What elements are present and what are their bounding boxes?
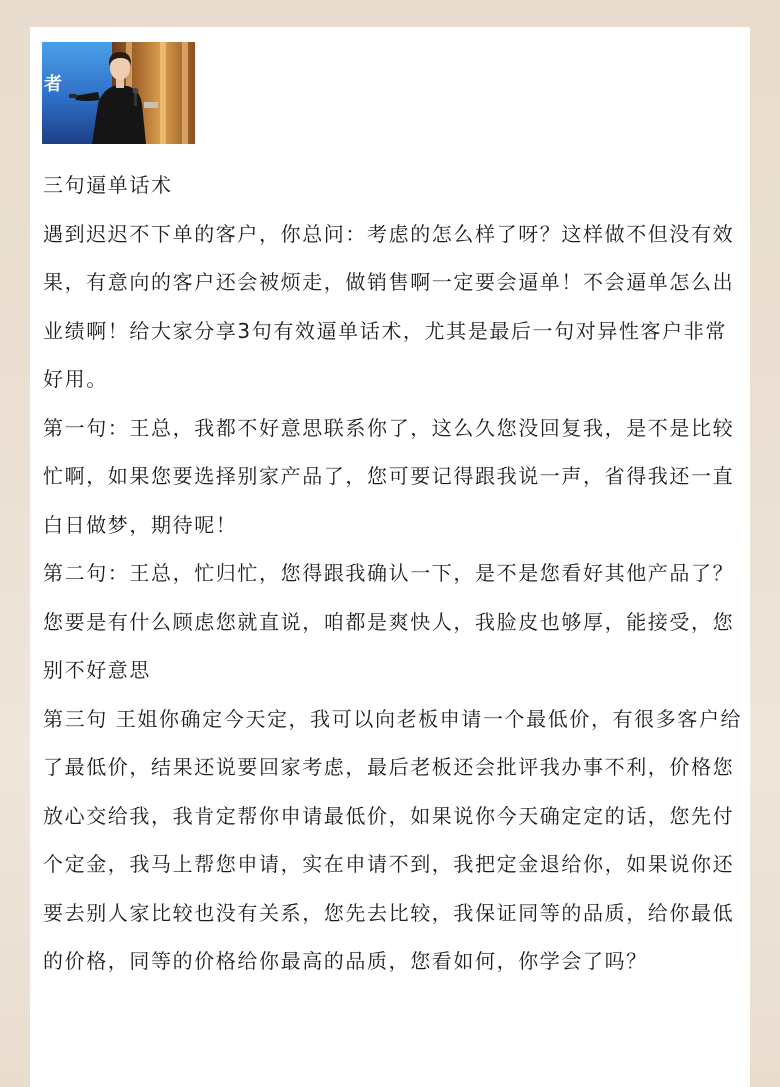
speaker-figure (42, 42, 195, 144)
speaker-photo (42, 42, 195, 144)
article-body (43, 161, 743, 986)
article-card (30, 27, 750, 1087)
article-title: 三句逼单话术 (43, 173, 173, 197)
article-intro-paragraph: 遇到迟迟不下单的客户，你总问：考虑的怎么样了呀？这样做不但没有效果，有意向的客户还会被烦走，做销售啊一定要会逼单！不会逼单怎么出业绩啊！给大家分享3句有效逼单话术，尤其是最后一句对异性客户非常好用。 (43, 221, 735, 391)
sentence-three-paragraph: 第三句 王姐你确定今天定，我可以向老板申请一个最低价，有很多客户给了最低价，结果还说要回家考虑，最后老板还会批评我办事不利，价格您放心交给我，我肯定帮你申请最低价，如果说你今天确定定的话，您先付个定金，我马上帮您申请，实在申请不到，我把定金退给你，如果说你还要去别人家比较也没有关系，您先去比较，我保证同等的品质，给你最低的价格，同等的价格给你最高的品质，您看如何，你学会了吗？ (43, 706, 743, 973)
sentence-two-paragraph: 第二句：王总，忙归忙，您得跟我确认一下，是不是您看好其他产品了？您要是有什么顾虑您就直说，咱都是爽快人，我脸皮也够厚，能接受，您别不好意思 (43, 561, 735, 682)
photo-sign-text: 者 (44, 74, 62, 95)
sentence-one-paragraph: 第一句：王总，我都不好意思联系你了，这么久您没回复我，是不是比较忙啊，如果您要选择别家产品了，您可要记得跟我说一声，省得我还一直白日做梦，期待呢！ (43, 415, 735, 537)
